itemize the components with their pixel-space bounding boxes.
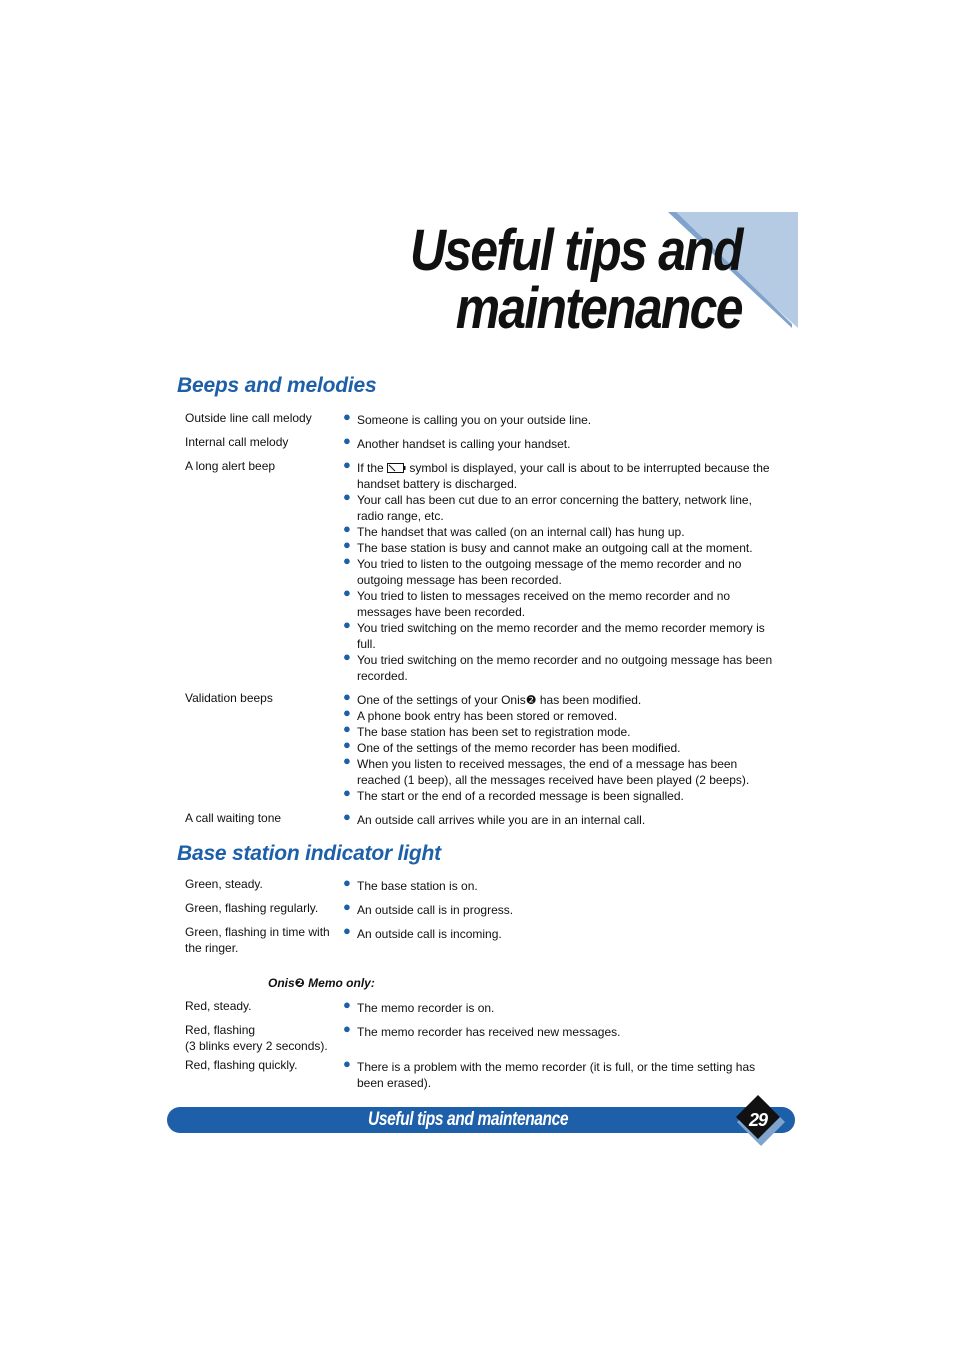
bullet-icon: ● — [343, 721, 351, 736]
list-item: ● An outside call arrives while you are in an internal call. — [343, 809, 646, 827]
indicator-heading: Base station indicator light — [177, 842, 441, 865]
bullet-icon: ● — [343, 705, 351, 720]
chapter-title-line-2: maintenance — [455, 276, 742, 341]
list-item: ● If the symbol is displayed, your call is about to be interrupted because the handset battery is discharged. — [343, 457, 770, 491]
bullet-icon: ● — [343, 785, 351, 800]
row-label-line-2: (3 blinks every 2 seconds). — [185, 1039, 328, 1053]
row-label: Green, flashing regularly. — [185, 901, 319, 915]
list-item: ● You tried switching on the memo recorder and the memo recorder memory is full. — [343, 617, 765, 651]
list-item: ● The handset that was called (on an internal call) has hung up. — [343, 521, 685, 539]
list-item: ● An outside call is incoming. — [343, 923, 502, 941]
battery-low-icon — [387, 463, 406, 473]
beeps-heading: Beeps and melodies — [177, 374, 377, 397]
row-label: Outside line call melody — [185, 411, 312, 425]
bullet-icon: ● — [343, 649, 351, 664]
list-item: ● You tried to listen to messages received on the memo recorder and no messages have been recorded. — [343, 585, 731, 619]
row-label: Red, steady. — [185, 999, 252, 1013]
bullet-icon: ● — [343, 875, 351, 890]
chapter-title — [410, 218, 742, 341]
row-label — [185, 1022, 340, 1054]
list-item: ● The base station has been set to registration mode. — [343, 721, 631, 739]
bullet-icon: ● — [343, 923, 351, 938]
row-label: Internal call melody — [185, 435, 289, 449]
list-item: ● There is a problem with the memo recorder (it is full, or the time setting has been erased). — [343, 1056, 756, 1090]
bullet-icon: ● — [343, 537, 351, 552]
bullet-icon: ● — [343, 737, 351, 752]
row-label: Validation beeps — [185, 691, 273, 705]
row-label: Red, flashing quickly. — [185, 1058, 298, 1072]
bullet-icon: ● — [343, 809, 351, 824]
list-item: ● The memo recorder has received new messages. — [343, 1021, 621, 1039]
bullet-icon: ● — [343, 409, 351, 424]
list-item: ● You tried to listen to the outgoing message of the memo recorder and no outgoing message has been recorded. — [343, 553, 742, 587]
bullet-icon: ● — [343, 489, 351, 504]
chapter-title-line-1: Useful tips and — [410, 218, 742, 283]
bullet-icon: ● — [343, 457, 351, 472]
list-item: ● The base station is on. — [343, 875, 478, 893]
memo-only-subheading: Onis❷ Memo only: — [268, 976, 375, 990]
bullet-icon: ● — [343, 1021, 351, 1036]
list-item: ● The memo recorder is on. — [343, 997, 495, 1015]
list-item: ● Another handset is calling your handset. — [343, 433, 571, 451]
bullet-icon: ● — [343, 433, 351, 448]
row-label: A call waiting tone — [185, 811, 282, 825]
list-item: ● One of the settings of the memo recorder has been modified. — [343, 737, 681, 755]
list-item: ● A phone book entry has been stored or removed. — [343, 705, 618, 723]
bullet-icon: ● — [343, 899, 351, 914]
list-item: ● The start or the end of a recorded message is been signalled. — [343, 785, 684, 803]
bullet-icon: ● — [343, 753, 351, 768]
bullet-icon: ● — [343, 1056, 351, 1071]
row-label: A long alert beep — [185, 459, 276, 473]
bullet-icon: ● — [343, 521, 351, 536]
list-item: ● An outside call is in progress. — [343, 899, 514, 917]
bullet-icon: ● — [343, 585, 351, 600]
footer-title: Useful tips and maintenance — [368, 1109, 569, 1130]
list-item: ● Your call has been cut due to an error concerning the battery, network line, radio range, etc. — [343, 489, 752, 523]
page-number: 29 — [748, 1110, 768, 1130]
list-item: ● When you listen to received messages, the end of a message has been reached (1 beep), all the messages received have been played (2 beeps). — [343, 753, 750, 787]
list-item: ● One of the settings of your Onis❷ has been modified. — [343, 689, 642, 707]
row-label: Green, steady. — [185, 877, 263, 891]
bullet-icon: ● — [343, 617, 351, 632]
row-label: Green, flashing in time with the ringer. — [185, 925, 330, 955]
list-item: ● The base station is busy and cannot make an outgoing call at the moment. — [343, 537, 753, 555]
bullet-icon: ● — [343, 689, 351, 704]
bullet-icon: ● — [343, 997, 351, 1012]
list-item: ● Someone is calling you on your outside line. — [343, 409, 592, 427]
list-item: ● You tried switching on the memo recorder and no outgoing message has been recorded. — [343, 649, 773, 683]
bullet-icon: ● — [343, 553, 351, 568]
row-label-line-1: Red, flashing — [185, 1023, 256, 1037]
